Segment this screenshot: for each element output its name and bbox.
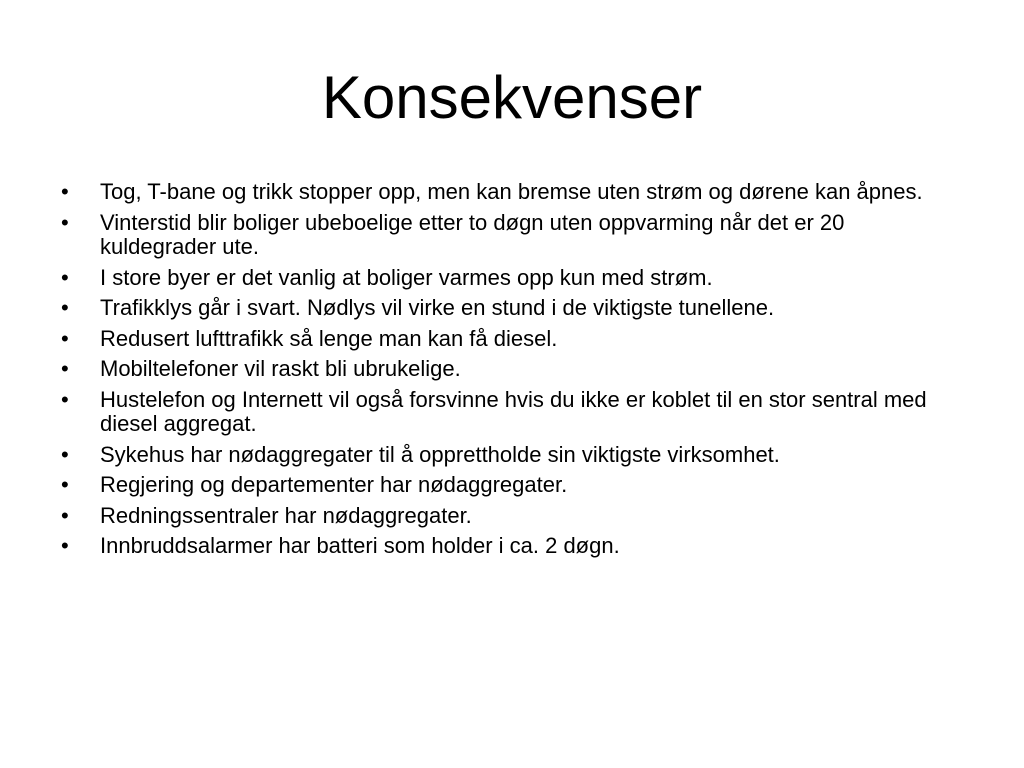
- bullet-dot-icon: •: [61, 472, 69, 497]
- bullet-item: [52, 357, 952, 382]
- bullet-list: [52, 180, 952, 565]
- bullet-item: [52, 504, 952, 529]
- bullet-text: Redusert lufttrafikk så lenge man kan få diesel.: [100, 325, 558, 351]
- bullet-item: [52, 296, 952, 321]
- bullet-item: [52, 473, 952, 498]
- bullet-dot-icon: •: [61, 295, 69, 320]
- bullet-item: [52, 266, 952, 291]
- bullet-text: Regjering og departementer har nødaggregater.: [100, 472, 568, 497]
- bullet-text: I store byer er det vanlig at boliger varmes opp kun med strøm.: [100, 264, 713, 290]
- slide-title: Konsekvenser: [321, 64, 703, 131]
- bullet-text: Vinterstid blir boliger ubeboelige etter to døgn uten oppvarming når det er 20 kuldegrader ute.: [100, 209, 845, 259]
- bullet-dot-icon: •: [61, 533, 69, 558]
- bullet-text: Innbruddsalarmer har batteri som holder i ca. 2 døgn.: [100, 533, 620, 558]
- bullet-text: Sykehus har nødaggregater til å opprettholde sin viktigste virksomhet.: [100, 441, 780, 467]
- bullet-text: Trafikklys går i svart. Nødlys vil virke en stund i de viktigste tunellene.: [100, 295, 775, 320]
- bullet-text: Hustelefon og Internett vil også forsvinne hvis du ikke er koblet til en stor sentral med diesel aggregat.: [100, 386, 927, 436]
- bullet-item: [52, 534, 952, 559]
- bullet-item: [52, 443, 952, 468]
- bullet-text: Redningssentraler har nødaggregater.: [100, 502, 472, 528]
- bullet-dot-icon: •: [61, 356, 69, 381]
- bullet-dot-icon: •: [61, 264, 69, 290]
- bullet-dot-icon: •: [61, 209, 69, 235]
- bullet-text: Tog, T-bane og trikk stopper opp, men kan bremse uten strøm og dørene kan åpnes.: [100, 179, 923, 204]
- bullet-item: [52, 180, 952, 205]
- bullet-item: [52, 327, 952, 352]
- bullet-dot-icon: •: [61, 502, 69, 528]
- bullet-dot-icon: •: [61, 386, 69, 412]
- bullet-item: [52, 211, 952, 260]
- bullet-item: [52, 388, 952, 437]
- bullet-dot-icon: •: [61, 325, 69, 351]
- bullet-dot-icon: •: [61, 441, 69, 467]
- bullet-text: Mobiltelefoner vil raskt bli ubrukelige.: [100, 356, 461, 381]
- bullet-dot-icon: •: [61, 179, 69, 204]
